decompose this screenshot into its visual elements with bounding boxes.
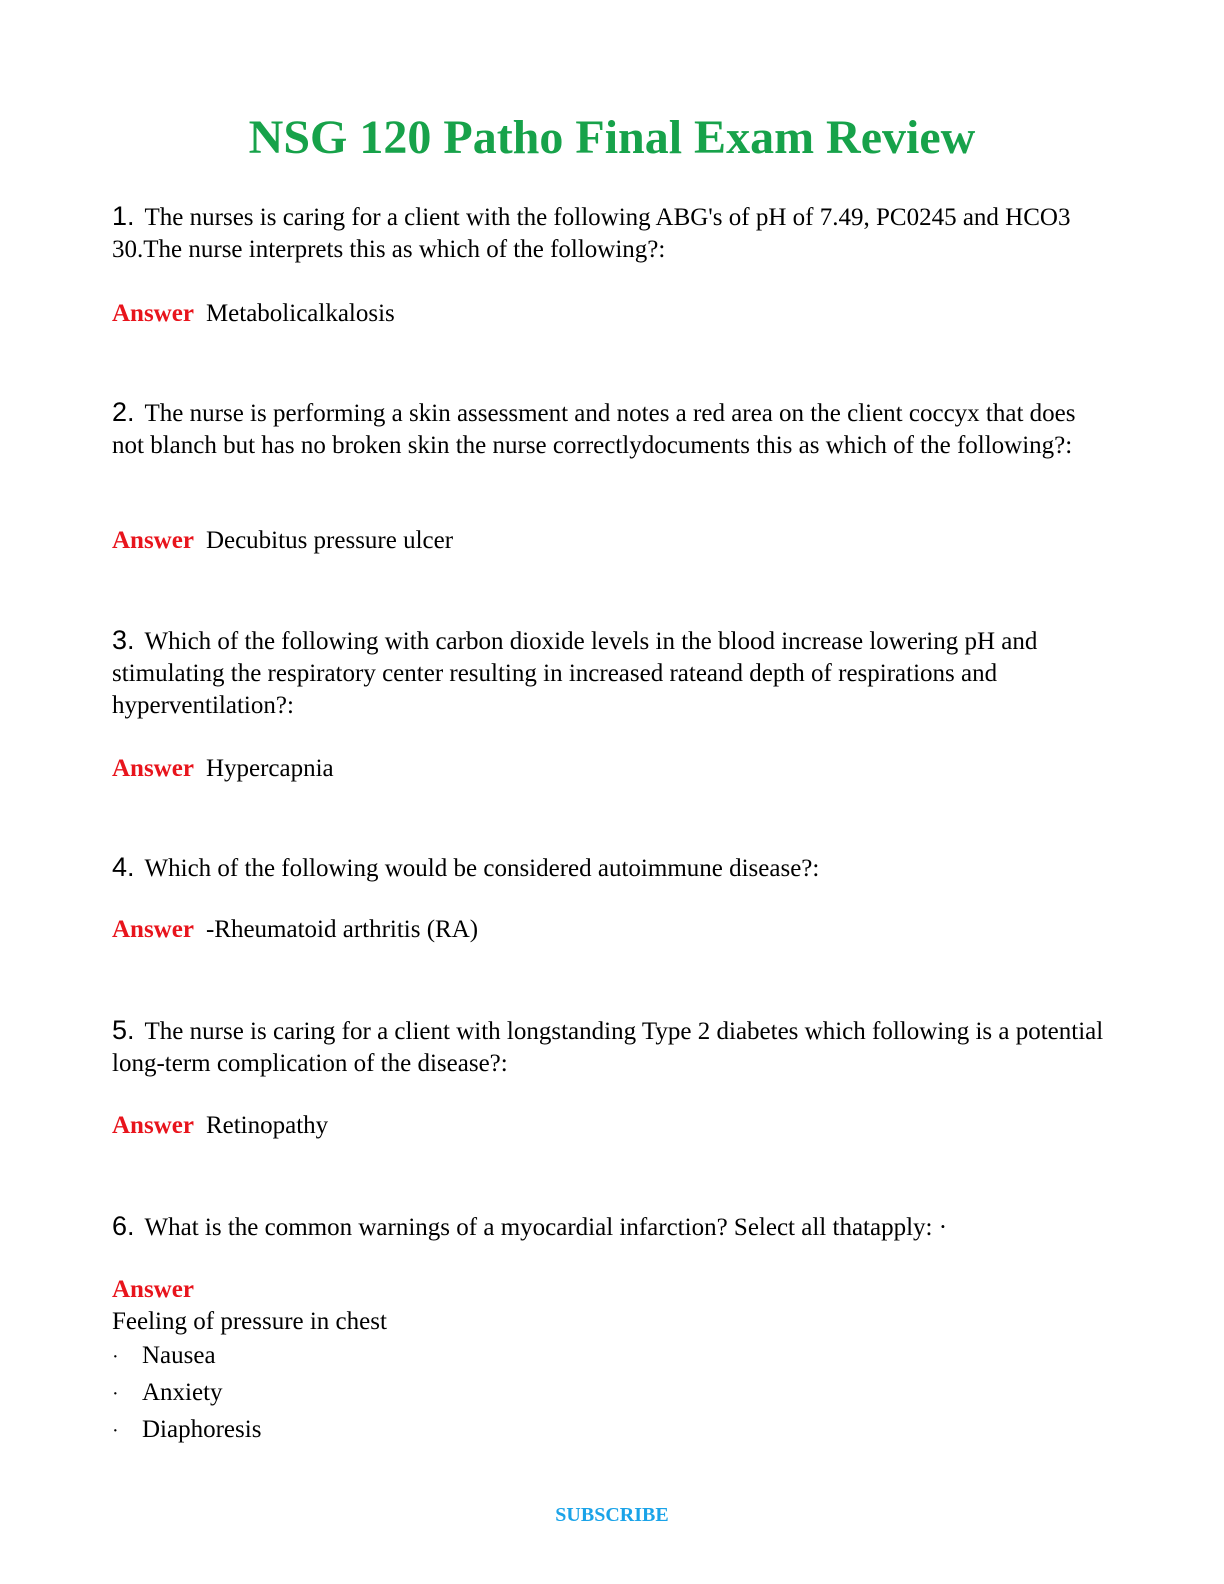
question-3 — [112, 624, 1112, 722]
question-2 — [112, 396, 1112, 462]
question-number: 6. — [112, 1211, 135, 1241]
answer-3 — [112, 753, 1112, 785]
question-text: Which of the following with carbon dioxide levels in the blood increase lowering pH and stimulating the respiratory center resulting in increased rateand depth of respirations and hyperventilation?: — [112, 628, 1038, 719]
bullet-icon: · — [112, 1420, 119, 1442]
answer-text: Hypercapnia — [205, 755, 334, 782]
question-text: The nurses is caring for a client with the following ABG's of pH of 7.49, PC0245 and HCO3 30.The nurse interprets this as which of the following?: — [112, 204, 1071, 263]
subscribe-link[interactable]: SUBSCRIBE — [555, 1504, 669, 1526]
answer-label: Answer — [112, 1276, 194, 1303]
bullet-icon: · — [112, 1383, 119, 1405]
question-4 — [112, 851, 1112, 885]
answer-text: Retinopathy — [205, 1112, 329, 1139]
answer-label: Answer — [112, 527, 194, 554]
question-text: Which of the following would be considered autoimmune disease?: — [144, 855, 820, 882]
question-6 — [112, 1210, 1112, 1244]
answer-4 — [112, 914, 1112, 946]
answer-label: Answer — [112, 755, 194, 782]
answer-text: Feeling of pressure in chest — [112, 1308, 387, 1335]
question-number: 5. — [112, 1015, 135, 1045]
answer-6 — [112, 1274, 1112, 1449]
list-item-text: Anxiety — [142, 1379, 223, 1406]
list-item — [112, 1412, 1112, 1449]
question-text: What is the common warnings of a myocardial infarction? Select all thatapply: · — [144, 1214, 948, 1241]
question-number: 3. — [112, 625, 135, 655]
question-text: The nurse is caring for a client with longstanding Type 2 diabetes which following is a potential long-term complication of the disease?: — [112, 1018, 1104, 1077]
page-title: NSG 120 Patho Final Exam Review — [248, 111, 976, 164]
answer-2 — [112, 525, 1112, 557]
answer-text: Decubitus pressure ulcer — [205, 527, 454, 554]
question-number: 4. — [112, 852, 135, 882]
list-item — [112, 1375, 1112, 1412]
bullet-icon: · — [112, 1346, 119, 1368]
question-1 — [112, 200, 1112, 266]
list-item-text: Diaphoresis — [142, 1416, 262, 1443]
question-number: 1. — [112, 201, 135, 231]
question-text: The nurse is performing a skin assessment and notes a red area on the client coccyx that does not blanch but has no broken skin the nurse correctlydocuments this as which of the following?: — [112, 400, 1076, 459]
answer-bullet-list — [112, 1338, 1112, 1449]
list-item-text: Nausea — [142, 1342, 216, 1369]
answer-text: Metabolicalkalosis — [205, 300, 395, 327]
question-5 — [112, 1014, 1112, 1080]
list-item — [112, 1338, 1112, 1375]
answer-5 — [112, 1110, 1112, 1142]
answer-label: Answer — [112, 1112, 194, 1139]
answer-label: Answer — [112, 300, 194, 327]
answer-1 — [112, 298, 1112, 330]
answer-text: -Rheumatoid arthritis (RA) — [205, 916, 479, 943]
answer-label: Answer — [112, 916, 194, 943]
question-number: 2. — [112, 397, 135, 427]
